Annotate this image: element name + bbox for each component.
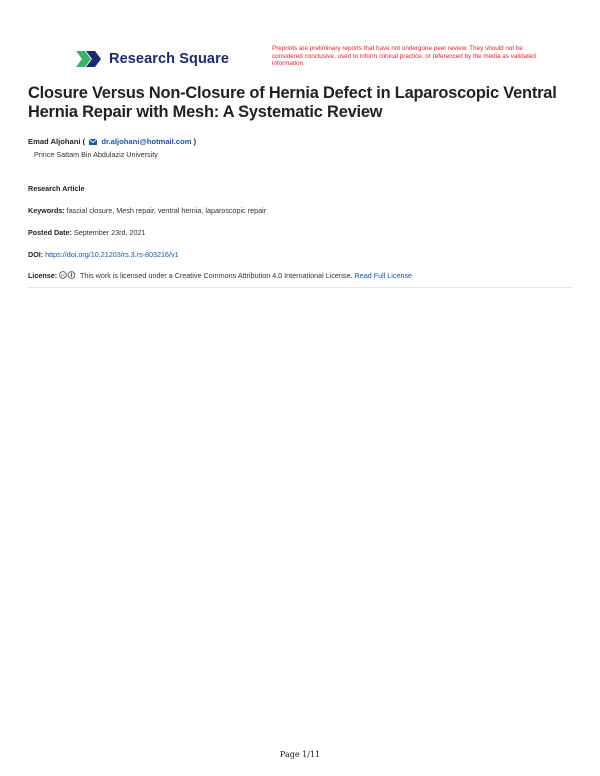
doi-link[interactable]: https://doi.org/10.21203/rs.3.rs-803216/v1 (45, 250, 179, 259)
keywords-row (28, 206, 266, 215)
mail-icon (89, 138, 97, 147)
article-type: Research Article (28, 184, 85, 193)
license-text: This work is licensed under a Creative Commons Attribution 4.0 International License. (80, 271, 353, 280)
license-row (28, 271, 412, 281)
author-affiliation: Prince Sattam Bin Abdulaziz University (34, 150, 158, 159)
license-label: License: (28, 271, 58, 280)
author-email-link[interactable]: dr.aljohani@hotmail.com (101, 137, 192, 146)
author-line (28, 137, 196, 147)
logo-text-main: Research (109, 51, 176, 67)
posted-date-row (28, 228, 145, 237)
doi-row (28, 250, 179, 259)
posted-date-value: September 23rd, 2021 (73, 228, 146, 237)
logo-text-accent: Square (179, 51, 229, 67)
keywords-value: fascial closure, Mesh repair, ventral hernia, laparoscopic repair (66, 206, 267, 215)
paper-title: Closure Versus Non-Closure of Hernia Defect in Laparoscopic Ventral Hernia Repair with Mesh: A Systematic Review (28, 84, 557, 121)
read-full-license-link[interactable]: Read Full License (354, 271, 413, 280)
research-square-logo[interactable] (76, 48, 229, 70)
author-name: Emad Aljohani (28, 137, 81, 146)
posted-date-label: Posted Date: (28, 228, 72, 237)
keywords-label: Keywords: (28, 206, 65, 215)
preprint-disclaimer: Preprints are preliminary reports that have not undergone peer review. They should not be considered conclusive, used to inform clinical practice, or referenced by the media as validated information. (272, 45, 536, 68)
author-close-paren: ) (193, 137, 197, 146)
doi-label: DOI: (28, 250, 44, 259)
research-square-logo-icon (76, 48, 102, 70)
header-divider (28, 287, 572, 288)
page-number: Page 1/11 (279, 750, 321, 759)
creative-commons-icon (59, 271, 76, 281)
logo-wordmark (109, 51, 229, 67)
svg-text:cc: cc (60, 272, 66, 278)
document-header (0, 0, 600, 80)
author-open-paren: ( (82, 137, 86, 146)
